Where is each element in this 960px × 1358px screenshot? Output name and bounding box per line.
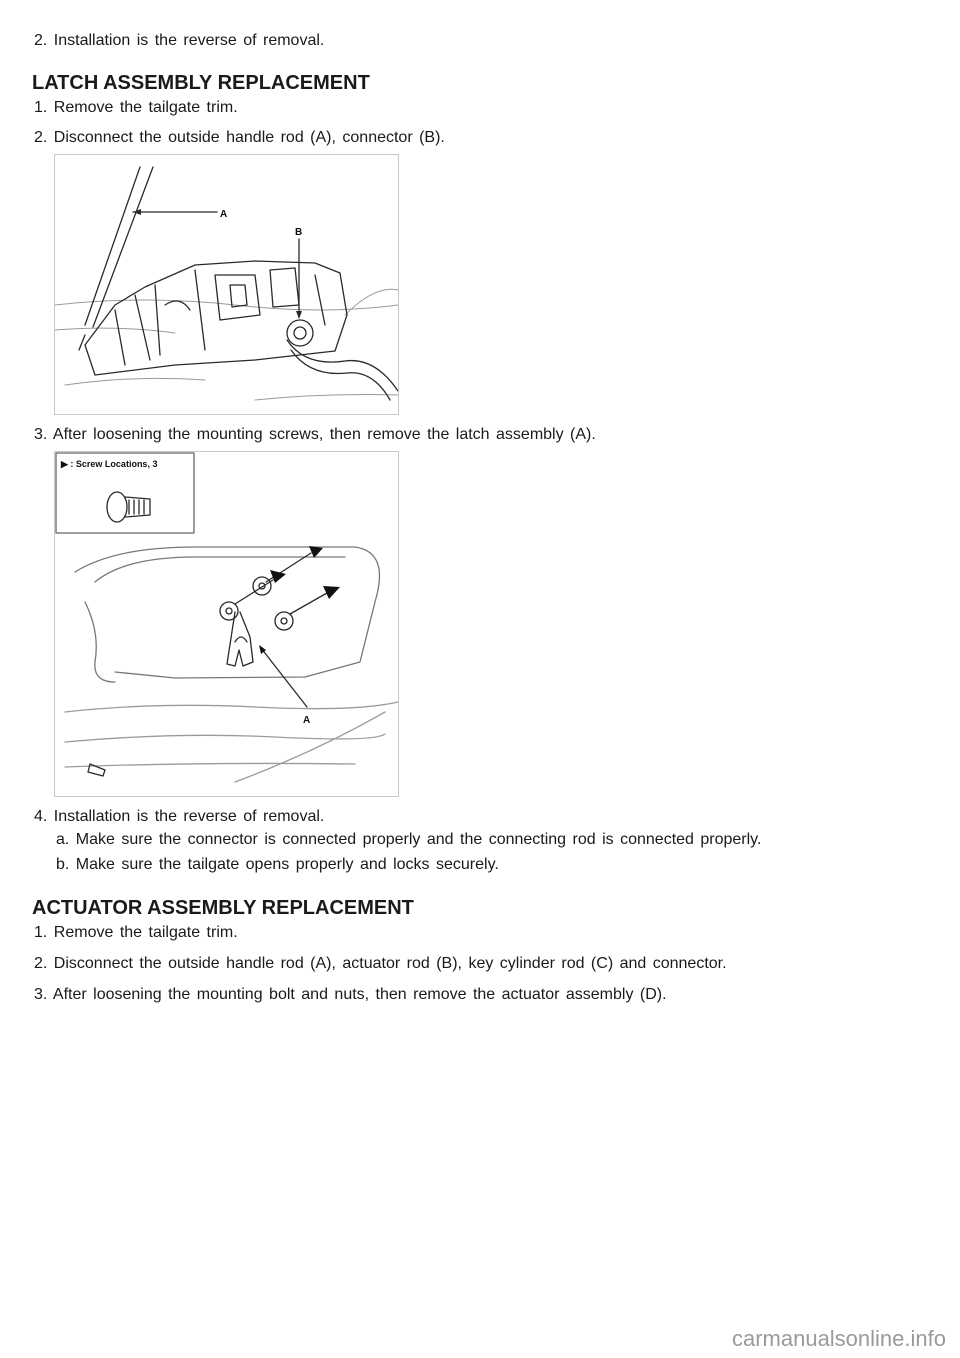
figure2-label-a: A: [303, 715, 311, 726]
figure1-label-b: B: [295, 227, 303, 238]
figure1-label-a: A: [220, 209, 228, 220]
latch-step-1: 1. Remove the tailgate trim.: [34, 99, 238, 116]
latch-step-2: 2. Disconnect the outside handle rod (A), connector (B).: [34, 129, 445, 146]
latch-substep-b: b. Make sure the tailgate opens properly and locks securely.: [56, 856, 499, 873]
latch-step-4: 4. Installation is the reverse of removal.: [34, 808, 325, 825]
latch-heading: LATCH ASSEMBLY REPLACEMENT: [32, 72, 370, 94]
actuator-step-1: 1. Remove the tailgate trim.: [34, 924, 238, 941]
screw-legend: ▶ : Screw Locations, 3: [61, 459, 158, 469]
actuator-step-3: 3. After loosening the mounting bolt and nuts, then remove the actuator assembly (D).: [34, 986, 667, 1003]
actuator-heading: ACTUATOR ASSEMBLY REPLACEMENT: [32, 897, 414, 919]
intro-step: 2. Installation is the reverse of removal.: [34, 32, 325, 49]
site-watermark[interactable]: carmanualsonline.info: [731, 1326, 946, 1351]
latch-step-3: 3. After loosening the mounting screws, then remove the latch assembly (A).: [34, 426, 596, 443]
latch-rod-connector-figure: [54, 154, 399, 415]
latch-screw-figure: [54, 451, 399, 797]
actuator-step-2: 2. Disconnect the outside handle rod (A), actuator rod (B), key cylinder rod (C) and connector.: [34, 955, 727, 972]
latch-substep-a: a. Make sure the connector is connected properly and the connecting rod is connected properly.: [56, 831, 762, 848]
